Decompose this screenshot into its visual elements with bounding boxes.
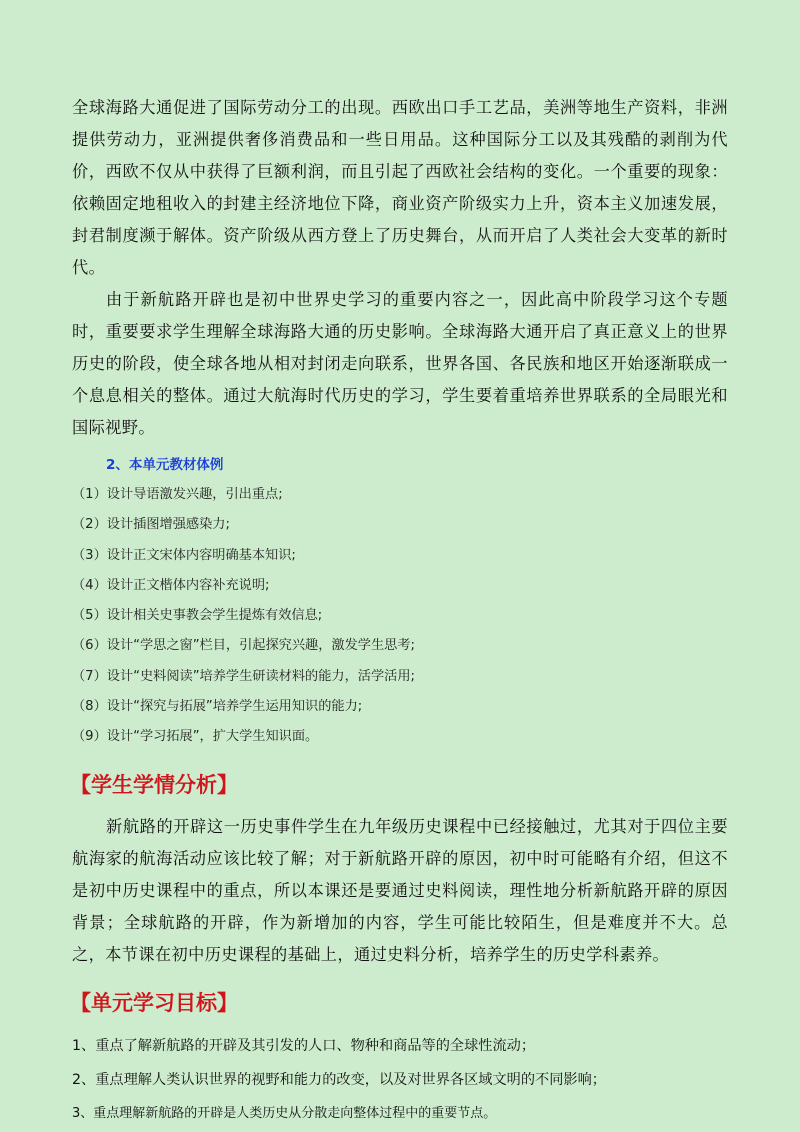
student-analysis-paragraph: 新航路的开辟这一历史事件学生在九年级历史课程中已经接触过，尤其对于四位主要航海家的航海活动应该比较了解；对于新航路开辟的原因，初中时可能略有介绍，但这不是初中历史课程中的重点，所以本课还是要通过史料阅读，理性地分析新航路开辟的原因背景；全球航路的开辟，作为新增加的内容，学生可能比较陌生，但是难度并不大。总之，本节课在初中历史课程的基础上，通过史料分析，培养学生的历史学科素养。 [72,816,728,964]
list-item: （2）设计插图增强感染力; [72,517,230,533]
unit-goals-heading: 【单元学习目标】 [70,990,238,1015]
list-item: 2、重点理解人类认识世界的视野和能力的改变，以及对世界各区域文明的不同影响； [72,1071,606,1088]
list-item: （3）设计正文宋体内容明确基本知识; [72,547,296,563]
textbook-structure-heading: 2、本单元教材体例 [106,457,224,473]
list-item: 1、重点了解新航路的开辟及其引发的人口、物种和商品等的全球性流动； [72,1037,536,1054]
list-item: 3、重点理解新航路的开辟是人类历史从分散走向整体过程中的重要节点。 [72,1105,497,1121]
list-item: （7）设计“史料阅读”培养学生研读材料的能力，活学活用; [72,668,415,684]
list-item: （4）设计正文楷体内容补充说明; [72,577,270,593]
intro-paragraph-2: 由于新航路开辟也是初中世界史学习的重要内容之一，因此高中阶段学习这个专题时，重要要求学生理解全球海路大通的历史影响。全球海路大通开启了真正意义上的世界历史的阶段，使全球各地从相对封闭走向联系，世界各国、各民族和地区开始逐渐联成一个息息相关的整体。通过大航海时代历史的学习，学生要着重培养世界联系的全局眼光和国际视野。 [72,290,728,437]
document-page [72,92,728,1131]
list-item: （9）设计“学习拓展”，扩大学生知识面。 [72,729,319,745]
student-analysis-heading: 【学生学情分析】 [70,772,238,797]
list-item: （6）设计“学思之窗”栏目，引起探究兴趣，激发学生思考; [72,638,415,654]
intro-paragraph-1: 全球海路大通促进了国际劳动分工的出现。西欧出口手工艺品，美洲等地生产资料，非洲提供劳动力，亚洲提供奢侈消费品和一些日用品。这种国际分工以及其残酷的剥削为代价，西欧不仅从中获得了巨额利润，而且引起了西欧社会结构的变化。一个重要的现象：依赖固定地租收入的封建主经济地位下降，商业资产阶级实力上升，资本主义加速发展，封君制度濒于解体。资产阶级从西方登上了历史舞台，从而开启了人类社会大变革的新时代。 [72,98,728,277]
list-item: （1）设计导语激发兴趣，引出重点; [72,487,283,502]
list-item: （5）设计相关史事教会学生提炼有效信息; [72,608,323,624]
textbook-structure-list [72,480,728,753]
list-item: （8）设计“探究与拓展”培养学生运用知识的能力; [72,699,363,715]
unit-goals-list [72,1029,728,1131]
